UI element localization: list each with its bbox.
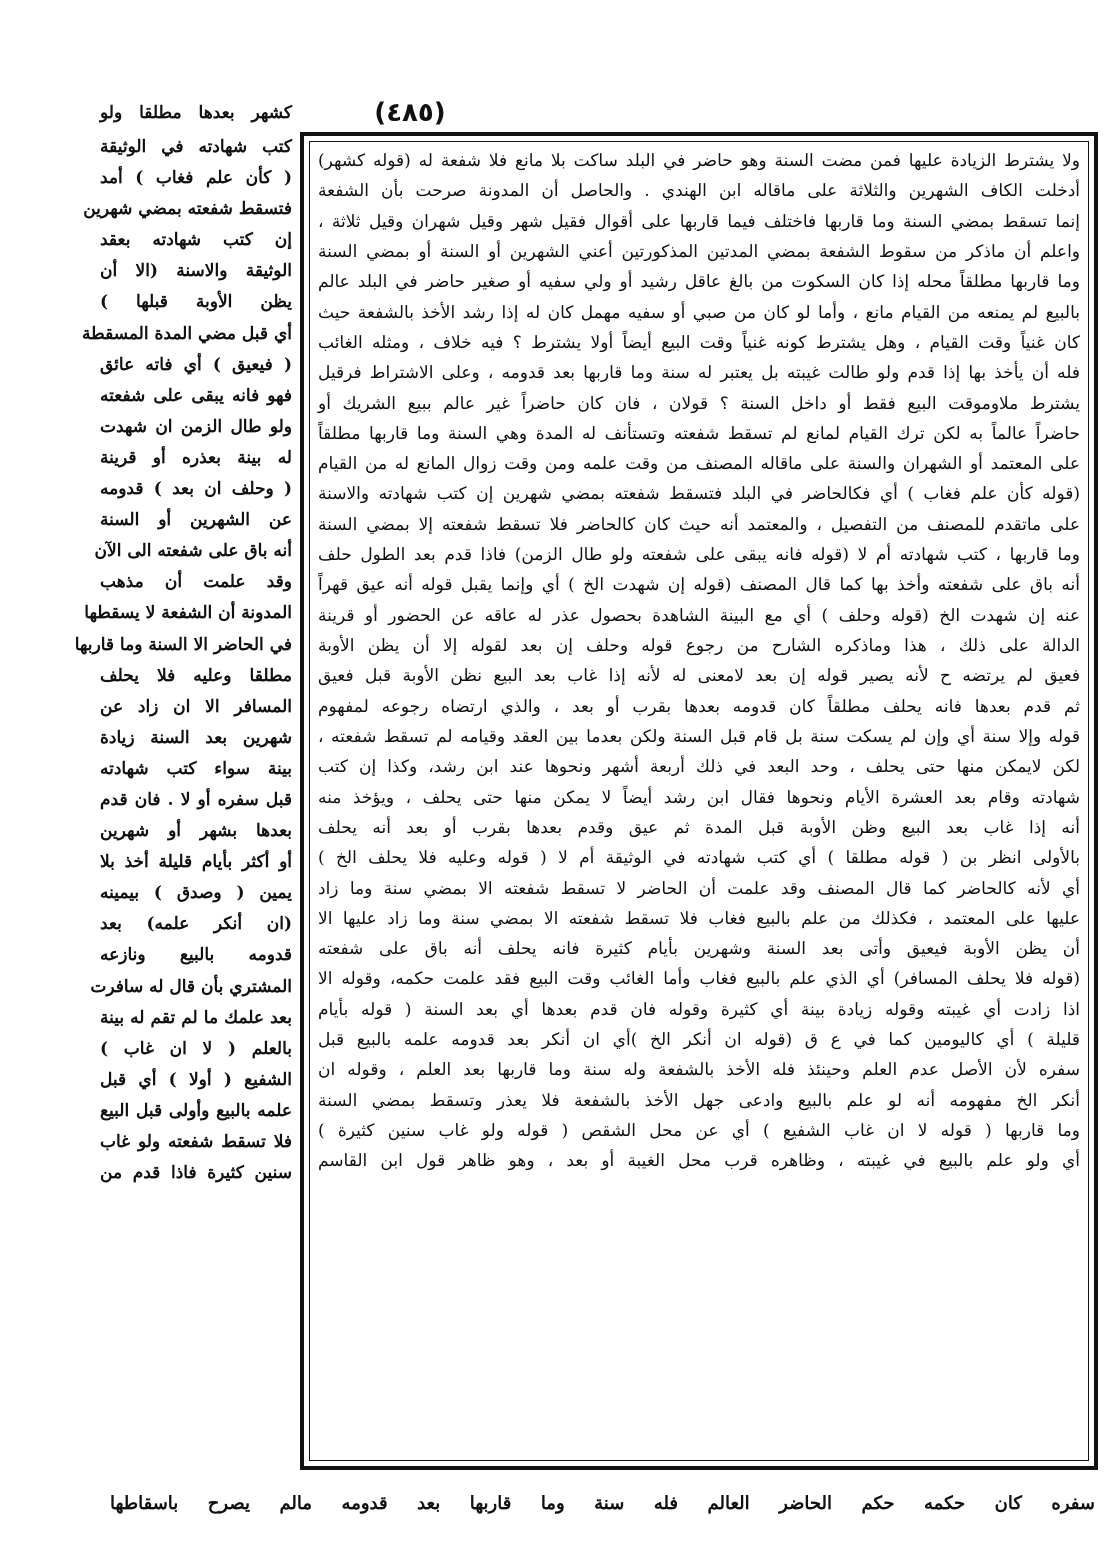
page-number: (٤٨٥)	[374, 98, 446, 128]
commentary-line: فعيق لم يرتضه ح لأنه يصير قوله إن بعد لامعنى له لأنه إذا غاب بعد البيع نظن الأوبة قبل فعيق	[318, 666, 1080, 687]
commentary-line: وما قاربها مطلقاً محله إذا كان السكوت من بالغ عاقل رشيد أو ولي سفيه أو صغير حاضر في البلد عالم	[318, 272, 1080, 293]
commentary-line: أنكر الخ مفهومه أنه لو علم بالبيع وادعى جهل الأخذ بالشفعة فلا يعذر وتسقط بمضي السنة	[318, 1090, 1080, 1111]
margin-text-line: أي قبل مضي المدة المسقطة	[82, 323, 292, 344]
commentary-frame	[300, 132, 1098, 1470]
commentary-line: قوله وإلا سنة أي وإن لم يسكت سنة بل قام قبل السنة ولكن بعدما بين العقد وقيامه لم تسقط شفعته ،	[318, 726, 1080, 747]
margin-text-line: (ان أنكر علمه) بعد	[100, 914, 292, 935]
margin-text-line: الوثيقة والاسنة (الا أن	[100, 261, 292, 282]
margin-text-line: له بينة بعذره أو قرينة	[100, 447, 292, 468]
margin-text-line: ( فيعيق ) أي فاته عائق	[100, 354, 292, 375]
commentary-line: لكن لايمكن منها حتى يحلف ، وحد البعد في ذلك أربعة أشهر ونحوها عند ابن رشد، وكذا إن كتب	[318, 757, 1080, 778]
commentary-line: يشترط ملاوموقت البيع فقط أو داخل السنة ؟ قولان ، فان كان حاضراً غير عالم ببيع الشريك أو	[318, 393, 1080, 414]
margin-text-line: قدومه بالبيع ونازعه	[100, 945, 292, 966]
commentary-text	[318, 146, 1080, 1456]
commentary-line: أي لأنه كالحاضر كما قال المصنف وقد علمت أن الحاضر لا تسقط شفعته الا بمضي سنة وما زاد	[318, 878, 1080, 899]
commentary-line: أنه إذا غاب بعد البيع وظن الأوبة قبل المدة ثم عيق وقدم بعدها بقرب أو بعد أنه يحلف	[318, 817, 1080, 838]
margin-text-line: ( وحلف ان بعد ) قدومه	[100, 479, 292, 500]
commentary-line: بالأولى انظر بن ( قوله مطلقا ) أي كتب شهادته في الوثيقة أم لا ( قوله وعليه فلا يحلف الخ )	[318, 848, 1080, 869]
commentary-line: عنه إن شهدت الخ (قوله وحلف ) أي مع البينة الشاهدة بحصول عذر له عاقه عن الحضور أو قرينة	[318, 605, 1080, 626]
margin-text-column	[74, 132, 292, 1470]
margin-text-line: يظن الأوبة قبلها )	[100, 292, 292, 313]
margin-text-line: إن كتب شهادته بعقد	[100, 230, 292, 251]
margin-header-line: كشهر بعدها مطلقا ولو	[100, 103, 292, 123]
commentary-line: واعلم أن ماذكر من سقوط الشفعة بمضي المدتين المذكورتين أعني الشهرين أو السنة أو بمضي السنة	[318, 241, 1080, 262]
margin-text-line: أو أكثر بأيام قليلة أخذ بلا	[100, 852, 292, 873]
commentary-line: فله أن يأخذ بها إذا قدم ولو طالت غيبته بل يعتبر له سنة وما قاربها بعد قدومه ، وعلى الاشتراط فرقيل	[318, 363, 1080, 384]
commentary-line: عليها على المعتمد ، فكذلك من علم بالبيع فغاب فلا تسقط شفعته الا بمضي سنة وما زاد عليها الا	[318, 908, 1080, 929]
commentary-line: كان غنياً وقت القيام ، وهل يشترط كونه غنياً وقت البيع أيضاً أولا يشترط ؟ فيه خلاف ، ومثله الغائب	[318, 332, 1080, 353]
commentary-line: إنما تسقط بمضي السنة وما قاربها فاختلف فيما قاربها على أقوال فقيل شهر وقيل شهران وقيل ثلاثة ،	[318, 211, 1080, 232]
margin-text-line: فتسقط شفعته بمضي شهرين	[83, 199, 292, 220]
margin-text-line: ( كأن علم فغاب ) أمد	[100, 168, 292, 189]
margin-text-line: عن الشهرين أو السنة	[100, 510, 292, 531]
commentary-line: حاضراً عالماً به لكن ترك القيام لمانع لم تسقط شفعته وتستأنف له المدة وهي السنة وما قاربها مطلقاً	[318, 423, 1080, 444]
commentary-line: أنه باق على شفعته وأخذ بها كما قال المصنف (قوله إن شهدت الخ ) أي وإنما يقبل قوله أنه عيق قهراً	[318, 575, 1080, 596]
commentary-line: اذا زادت أي غيبته وقوله زيادة بينة أي كثيرة وقوله فان قدم بعدها أي بعد السنة ( قوله بأيام	[318, 999, 1080, 1020]
margin-text-line: بالعلم ( لا ان غاب )	[100, 1038, 292, 1059]
margin-text-line: يمين ( وصدق ) بيمينه	[100, 883, 292, 904]
margin-text-line: علمه بالبيع وأولى قبل البيع	[100, 1100, 292, 1121]
commentary-line: ولا يشترط الزيادة عليها فمن مضت السنة وهو حاضر في البلد ساكت بلا مانع فلا شفعة له (قوله كشهر)	[318, 151, 1080, 171]
margin-text-line: مطلقا وعليه فلا يحلف	[100, 665, 292, 686]
commentary-line: بالبيع لم يمنعه من القيام مانع ، وأما لو كان من صبي أو سفيه مهمل كان له إذا رشد الأخذ بالشفعة حيث	[318, 302, 1080, 323]
margin-text-line: المدونة أن الشفعة لا يسقطها	[84, 603, 292, 624]
commentary-line: سفره لأن الأصل عدم العلم وحينئذ فله الأخذ بالشفعة وله سنة وما قاربها بعد العلم ، وقوله ان	[318, 1060, 1080, 1081]
margin-text-line: في الحاضر الا السنة وما قاربها	[74, 634, 292, 655]
commentary-line: الدالة على ذلك ، هذا وماذكره الشارح من رجوع قوله وحلف إن بعد لقوله إلا أن يظن الأوبة	[318, 636, 1080, 656]
commentary-line: على المعتمد أو الشهران والسنة على ماقاله المصنف من وقت علمه ومن وقت زوال المانع له من القيام	[318, 454, 1080, 475]
commentary-line: ثم قدم بعدها فانه يحلف مطلقاً كان قدومه بعدها بقرب أو بعد ، والذي ارتضاه رجوعه لمفهوم	[318, 696, 1080, 717]
margin-text-line: بعد علمك ما لم تقم له بينة	[100, 1007, 292, 1028]
margin-text-line: فلا تسقط شفعته ولو غاب	[100, 1132, 292, 1152]
margin-text-line: أنه باق على شفعته الى الآن	[94, 541, 292, 562]
commentary-line: أي ولو علم بالبيع في غيبته ، وظاهره قرب محل الغيبة أو بعد ، وهو ظاهر قول ابن القاسم	[318, 1151, 1080, 1172]
margin-text-line: الشفيع ( أولا ) أي قبل	[100, 1069, 292, 1090]
margin-text-line: قبل سفره أو لا . فان قدم	[100, 789, 292, 810]
continuation-line: سفره كان حكمه حكم الحاضر العالم فله سنة وما قاربها بعد قدومه مالم يصرح باسقاطها	[110, 1493, 1095, 1514]
margin-text-line: بينة سواء كتب شهادته	[100, 758, 292, 779]
margin-text-line: شهرين بعد السنة زيادة	[100, 727, 292, 748]
margin-text-line: كتب شهادته في الوثيقة	[100, 137, 292, 157]
commentary-line: شهادته وقام بعد العشرة الأيام ونحوها فقال ابن رشد أيضاً لا يمكن منها حتى يحلف ، ويؤخذ منه	[318, 787, 1080, 808]
commentary-line: على ماتقدم للمصنف من التفصيل ، والمعتمد أنه حيث كان كالحاضر فلا تسقط شفعته إلا بمضي السنة	[318, 514, 1080, 535]
commentary-line: (قوله كأن علم فغاب ) أي فكالحاضر في البلد فتسقط شفعته بمضي شهرين إن كتب شهادته والاسنة	[318, 484, 1080, 505]
commentary-line: وما قاربها ( قوله لا ان غاب الشفيع ) أي عن محل الشقص ( قوله ولو غاب سنين كثيرة )	[318, 1121, 1080, 1141]
margin-text-line: سنين كثيرة فاذا قدم من	[100, 1163, 292, 1184]
margin-text-line: المسافر الا ان زاد عن	[100, 696, 292, 717]
margin-text-line: وقد علمت أن مذهب	[100, 572, 292, 593]
commentary-line: قليلة ) أي كاليومين كما في ع ق (قوله ان أنكر الخ )أي ان أنكر بعد قدومه علمه بالبيع قبل	[318, 1030, 1080, 1051]
commentary-line: أدخلت الكاف الشهرين والثلاثة على ماقاله ابن الهندي . والحاصل أن المدونة صرحت بأن الشفعة	[318, 181, 1080, 202]
margin-text-line: بعدها بشهر أو شهرين	[100, 821, 292, 842]
margin-text-line: فهو فانه يبقى على شفعته	[100, 385, 292, 406]
margin-text-line: المشتري بأن قال له سافرت	[90, 976, 292, 997]
commentary-line: (قوله فلا يحلف المسافر) أي الذي علم بالبيع فغاب وأما الغائب وقت البيع فقد علمت حكمه، وقوله الا	[318, 969, 1080, 990]
commentary-line: أن يظن الأوبة فيعيق وأتى بعد السنة وشهرين بأيام كثيرة فانه يحلف أنه باق على شفعته	[318, 939, 1080, 960]
margin-text-line: ولو طال الزمن ان شهدت	[100, 416, 292, 437]
commentary-line: وما قاربها ، كتب شهادته أم لا (قوله فانه يبقى على شفعته ولو طال الزمن) فاذا قدم بعد الطول حلف	[318, 545, 1080, 566]
